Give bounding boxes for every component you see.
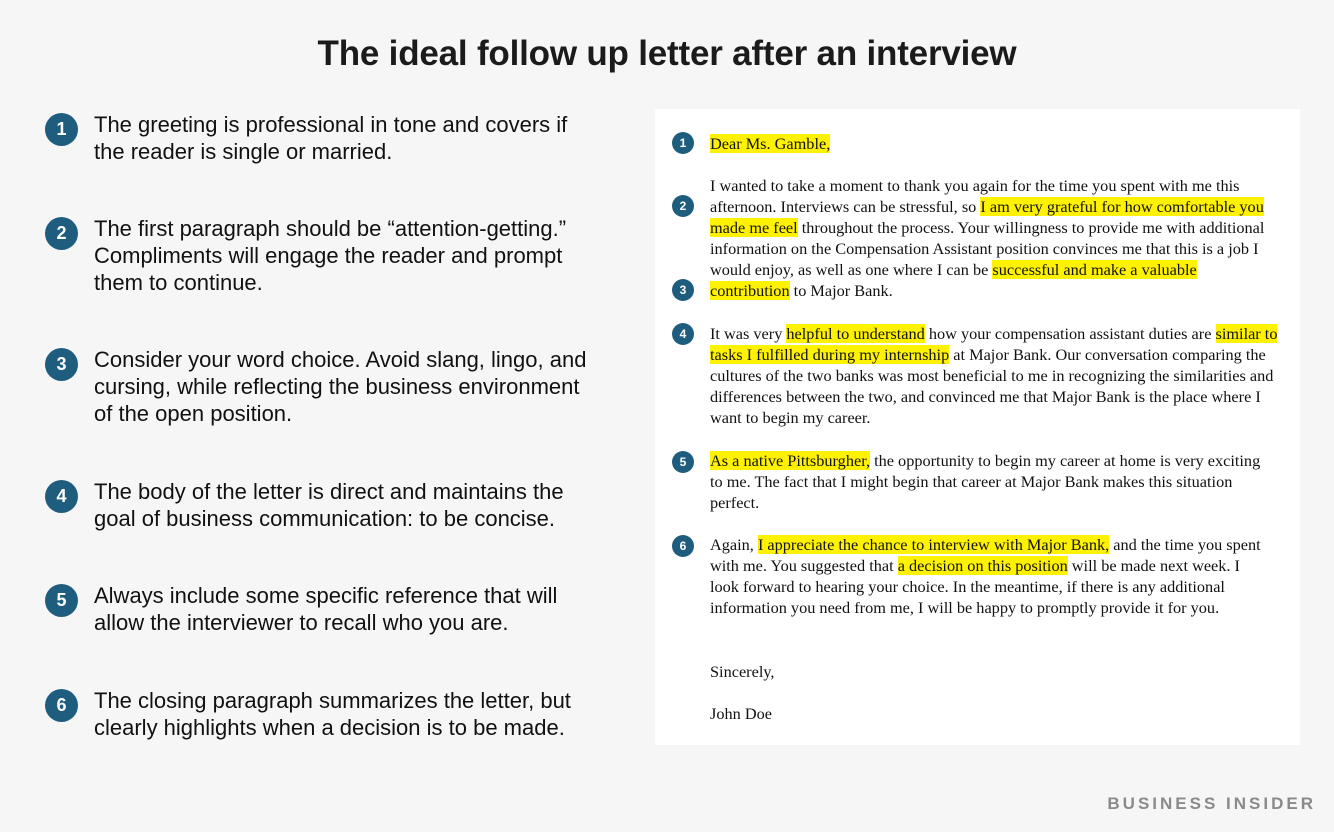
letter-marker-4: 4 <box>672 323 694 345</box>
letter-marker-6: 6 <box>672 535 694 557</box>
number-badge: 3 <box>45 348 78 381</box>
number-badge: 4 <box>45 480 78 513</box>
text-run: the opportunity to begin my career at home is very exciting to me. The fact that I might begin that career at Major Bank makes this situation perfect. <box>710 451 1261 513</box>
highlight: similar to tasks I fulfilled during my internship <box>710 324 1278 365</box>
number-badge: 1 <box>45 113 78 146</box>
highlight: a decision on this position <box>897 556 1068 576</box>
tip-text: The body of the letter is direct and maintains the goal of business communication: to be concise. <box>94 479 564 531</box>
number-badge: 5 <box>45 584 78 617</box>
text-run: throughout the process. Your willingness to provide me with additional information on the Compensation Assistant position convinces me that this is a job I would enjoy, as well as one where I can be <box>710 218 1265 280</box>
tip-text: The greeting is professional in tone and covers if the reader is single or married. <box>94 112 568 164</box>
letter-signature: John Doe <box>710 704 772 723</box>
tip-6 <box>45 687 615 741</box>
letter-marker-5: 5 <box>672 451 694 473</box>
letter-greeting <box>710 133 1285 154</box>
letter-paragraph-1 <box>710 175 1275 302</box>
highlight: Dear Ms. Gamble, <box>710 134 831 153</box>
tip-text: The first paragraph should be “attention-getting.” Compliments will engage the reader and prompt them to continue. <box>94 216 567 295</box>
letter-marker-3: 3 <box>672 279 694 301</box>
text-run: at Major Bank. Our conversation comparing the cultures of the two banks was most beneficial to me in recognizing the similarities and differences between the two, and convinced me that Major Bank is the place where I want to begin my career. <box>710 345 1274 428</box>
text-run: will be made next week. I look forward to hearing your choice. In the meantime, if there is any additional information you need from me, I will be happy to promptly provide it for you. <box>710 556 1240 618</box>
text-run: Again, <box>710 535 758 554</box>
letter-paragraph-2 <box>710 323 1280 428</box>
tip-3 <box>45 346 615 427</box>
tip-text: Always include some specific reference that will allow the interviewer to recall who you are. <box>94 583 558 635</box>
text-run: to Major Bank. <box>789 281 893 301</box>
letter-paragraph-4 <box>710 534 1265 618</box>
text-run: how your compensation assistant duties are <box>924 324 1216 343</box>
text-run: I wanted to take a moment to thank you again for the time you spent with me this afternoon. Interviews can be stressful, so <box>710 176 1240 217</box>
letter-marker-2: 2 <box>672 195 694 217</box>
letter-closing: Sincerely, <box>710 662 775 681</box>
tip-4 <box>45 478 615 532</box>
tip-text: The closing paragraph summarizes the letter, but clearly highlights when a decision is to be made. <box>94 688 571 740</box>
letter-marker-1: 1 <box>672 132 694 154</box>
tip-2 <box>45 215 615 296</box>
brand-logo: BUSINESS INSIDER <box>1107 794 1316 813</box>
text-run: It was very <box>710 324 787 343</box>
highlight: helpful to understand <box>786 324 925 343</box>
highlight: I appreciate the chance to interview with Major Bank, <box>757 535 1110 554</box>
highlight: successful and make a valuable contribution <box>710 260 1197 301</box>
number-badge: 2 <box>45 217 78 250</box>
letter-paragraph-3 <box>710 450 1275 513</box>
tip-1 <box>45 111 615 165</box>
highlight: I am very grateful for how comfortable you made me feel <box>710 197 1264 238</box>
letter-card <box>655 109 1300 745</box>
tip-5 <box>45 582 615 636</box>
page-title: The ideal follow up letter after an interview <box>317 34 1017 73</box>
highlight: As a native Pittsburgher, <box>710 451 871 470</box>
number-badge: 6 <box>45 689 78 722</box>
tip-text: Consider your word choice. Avoid slang, lingo, and cursing, while reflecting the business environment of the open position. <box>94 347 587 426</box>
text-run: and the time you spent with me. You suggested that <box>710 535 1261 576</box>
